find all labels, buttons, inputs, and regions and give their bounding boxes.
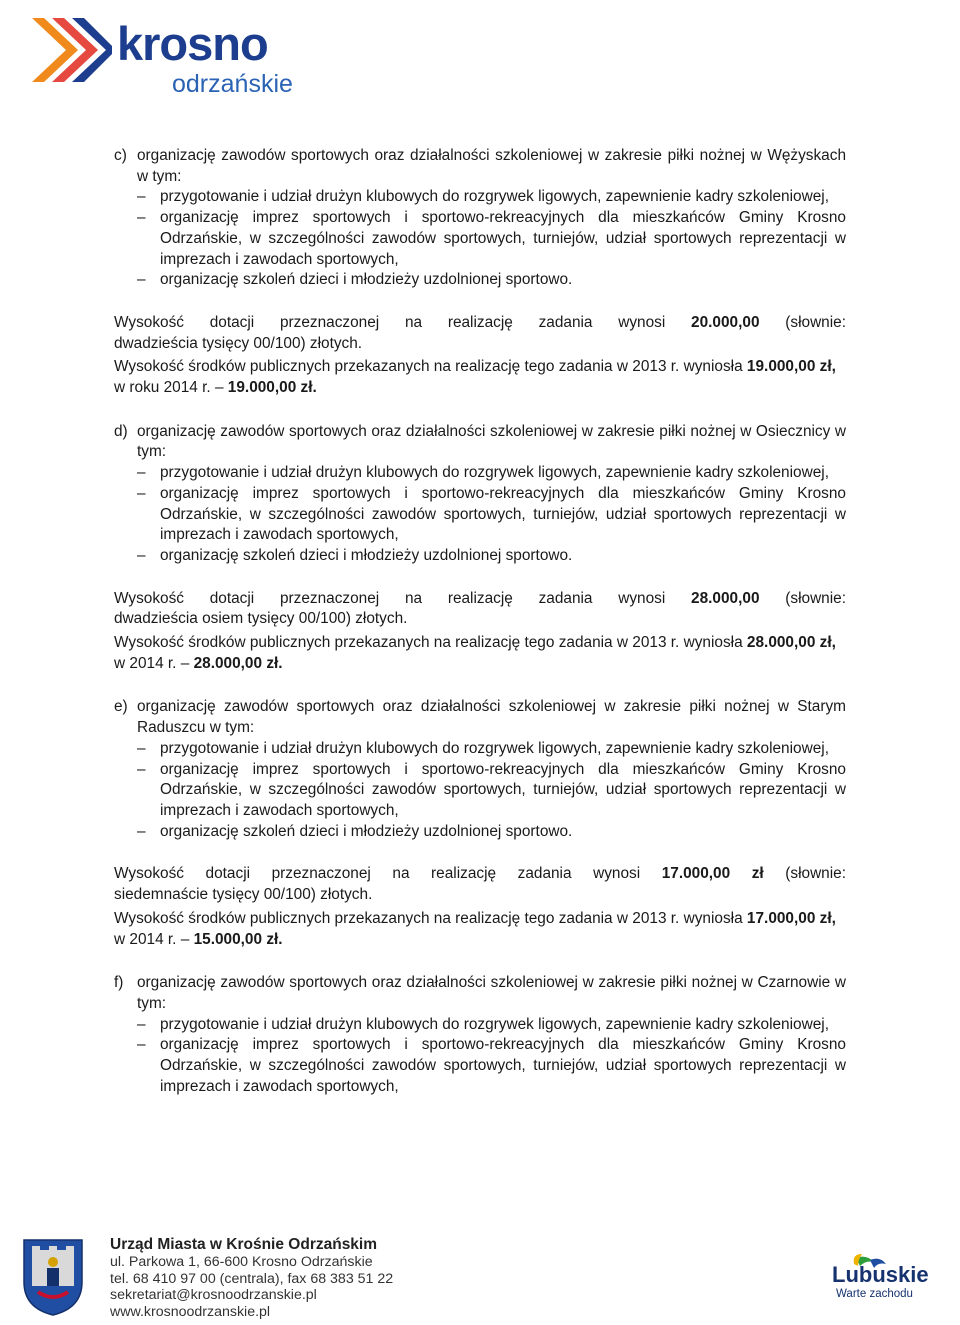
funds-transferred: Wysokość środków publicznych przekazanych na realizację tego zadania w 2013 r. wyniosła 17.000,00 zł, w 2014 r. – 15.000,00 zł. [114, 909, 836, 948]
krosno-logo [22, 6, 312, 106]
section-letter: c) [114, 147, 127, 164]
funds-transferred: Wysokość środków publicznych przekazanych na realizację tego zadania w 2013 r. wyniosła 28.000,00 zł, w 2014 r. – 28.000,00 zł. [114, 634, 836, 672]
list-item: – przygotowanie i udział drużyn klubowych do rozgrywek ligowych, zapewnienie kadry szkoleniowej, [137, 464, 829, 482]
bullet-list [114, 1015, 846, 1098]
bullet-list [114, 739, 846, 843]
office-phone: tel. 68 410 97 00 (centrala), fax 68 383 51 22 [110, 1270, 394, 1287]
list-item: – przygotowanie i udział drużyn klubowych do rozgrywek ligowych, zapewnienie kadry szkoleniowej, [137, 188, 829, 206]
grant-amount: Wysokość dotacji przeznaczonej na realizację zadania wynosi 28.000,00 (słownie: dwadzieścia osiem tysięcy 00/100) złotych. Wysokość środków publicznych przekazanych na realizację tego zadania w 2013 r. wyniosła 28.000,00 zł, w 2014 r. – 28.000,00 zł. [114, 589, 846, 675]
list-item: – organizację szkoleń dzieci i młodzieży uzdolnionej sportowo. [137, 546, 573, 564]
section-e [114, 697, 846, 950]
list-item: – organizację imprez sportowych i sportowo-rekreacyjnych dla mieszkańców Gminy Krosno Odrzańskie, w szczególności zawodów sportowych, turniejów, udział sportowych reprezentacji w imprezach i zawodach sportowych, [137, 209, 846, 268]
bullet-list [114, 187, 846, 291]
funds-transferred: Wysokość środków publicznych przekazanych na realizację tego zadania w 2013 r. wyniosła 19.000,00 zł, w roku 2014 r. – 19.000,00 zł. [114, 358, 836, 397]
logo-wordmark: krosno [117, 17, 268, 70]
office-website[interactable]: www.krosnoodrzanskie.pl [110, 1303, 271, 1320]
grant-amount: Wysokość dotacji przeznaczonej na realizację zadania wynosi 20.000,00 (słownie: dwadzieścia tysięcy 00/100) złotych. Wysokość środków publicznych przekazanych na realizację tego zadania w 2013 r. wyniosła 19.000,00 zł, w roku 2014 r. – 19.000,00 zł. [114, 313, 846, 399]
list-item: – przygotowanie i udział drużyn klubowych do rozgrywek ligowych, zapewnienie kadry szkoleniowej, [137, 1015, 829, 1033]
list-item: – organizację imprez sportowych i sportowo-rekreacyjnych dla mieszkańców Gminy Krosno Odrzańskie, w szczególności zawodów sportowych, turniejów, udział sportowych reprezentacji w imprezach i zawodach sportowych, [137, 760, 846, 819]
list-item: – organizację szkoleń dzieci i młodzieży uzdolnionej sportowo. [137, 822, 573, 840]
section-letter: f) [114, 974, 124, 992]
section-title: organizację zawodów sportowych oraz działalności szkoleniowej w zakresie piłki nożnej w Wężyskach w tym: [137, 147, 846, 185]
section-title: organizację zawodów sportowych oraz działalności szkoleniowej w zakresie piłki nożnej w Osiecznicy w tym: [137, 422, 846, 461]
section-f [114, 973, 846, 1097]
section-letter: d) [114, 422, 128, 440]
krosno-logo-mark-icon [22, 10, 112, 90]
office-contact [110, 1236, 393, 1320]
section-letter: e) [114, 698, 128, 716]
list-item: – organizację imprez sportowych i sportowo-rekreacyjnych dla mieszkańców Gminy Krosno Odrzańskie, w szczególności zawodów sportowych, turniejów, udział sportowych reprezentacji w imprezach i zawodach sportowych, [137, 1036, 846, 1095]
office-email[interactable]: sekretariat@krosnoodrzanskie.pl [110, 1287, 317, 1303]
list-item: – przygotowanie i udział drużyn klubowych do rozgrywek ligowych, zapewnienie kadry szkoleniowej, [137, 739, 829, 757]
document-body [114, 146, 846, 1097]
section-d [114, 422, 846, 675]
list-item: – organizację szkoleń dzieci i młodzieży uzdolnionej sportowo. [137, 271, 573, 289]
list-item: – organizację imprez sportowych i sportowo-rekreacyjnych dla mieszkańców Gminy Krosno Odrzańskie, w szczególności zawodów sportowych, turniejów, udział sportowych reprezentacji w imprezach i zawodach sportowych, [137, 484, 846, 544]
section-title: organizację zawodów sportowych oraz działalności szkoleniowej w zakresie piłki nożnej w Starym Raduszcu w tym: [137, 698, 846, 737]
letterhead-footer [0, 1228, 960, 1325]
city-crest-icon [22, 1238, 84, 1316]
region-logo-word: Lubuskie [832, 1262, 929, 1287]
section-title: organizację zawodów sportowych oraz działalności szkoleniowej w zakresie piłki nożnej w Czarnowie w tym: [137, 974, 846, 1012]
logo-subtitle: odrzańskie [172, 70, 293, 98]
section-c [114, 146, 846, 399]
office-address: ul. Parkowa 1, 66-600 Krosno Odrzańskie [110, 1254, 373, 1270]
office-name: Urząd Miasta w Krośnie Odrzańskim [110, 1236, 378, 1253]
region-logo-tagline: Warte zachodu [836, 1288, 913, 1300]
bullet-list [114, 463, 846, 567]
grant-amount: Wysokość dotacji przeznaczonej na realizację zadania wynosi 17.000,00 zł (słownie: siedemnaście tysięcy 00/100) złotych. Wysokość środków publicznych przekazanych na realizację tego zadania w 2013 r. wyniosła 17.000,00 zł, w 2014 r. – 15.000,00 zł. [114, 864, 846, 950]
